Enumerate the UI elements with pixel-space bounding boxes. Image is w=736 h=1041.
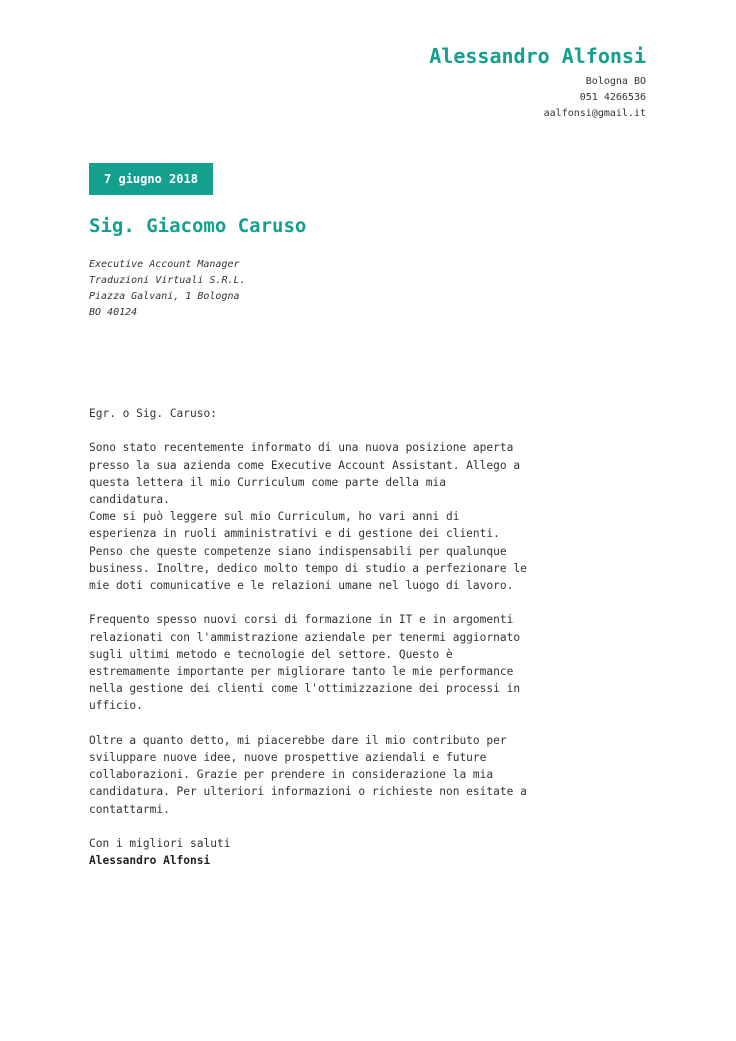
letter-signature: Alessandro Alfonsi (89, 854, 211, 868)
text-line: ufficio. (89, 699, 143, 713)
text-line: candidatura. (89, 493, 170, 506)
text-line: Come si può leggere sul mio Curriculum, ho vari anni di (89, 510, 460, 524)
recipient-postal: BO 40124 (89, 307, 138, 318)
sender-city: Bologna BO (585, 76, 646, 87)
text-line: business. Inoltre, dedico molto tempo di studio a perfezionare le (89, 561, 527, 575)
text-line: sviluppare nuove idee, nuove prospettive aziendali e future (89, 751, 487, 765)
text-line: mie doti comunicative e le relazioni umane nel luogo di lavoro. (89, 579, 514, 593)
sender-block (429, 42, 646, 122)
letter-salutation: Egr. o Sig. Caruso: (89, 407, 217, 420)
text-line: sugli ultimi metodo e tecnologie del settore. Questo è (89, 647, 453, 661)
letter-paragraph-2 (89, 611, 539, 714)
text-line: Sono stato recentemente informato di una nuova posizione aperta (89, 441, 514, 455)
text-line: collaborazioni. Grazie per prendere in considerazione la mia (89, 768, 494, 782)
text-line: esperienza in ruoli amministrativi e di gestione dei clienti. (89, 527, 500, 541)
recipient-name: Sig. Giacomo Caruso (89, 215, 307, 237)
text-line: Frequento spesso nuovi corsi di formazione in IT e in argomenti (89, 613, 514, 627)
text-line: contattarmi. (89, 802, 170, 816)
sender-phone: 051 4266536 (579, 92, 646, 103)
sender-name: Alessandro Alfonsi (429, 44, 646, 68)
text-line: nella gestione dei clienti come l'ottimizzazione dei processi in (89, 682, 521, 696)
letter-closing: Con i migliori saluti (89, 837, 231, 851)
recipient-company: Traduzioni Virtuali S.R.L. (89, 275, 246, 286)
letter-paragraph-3 (89, 732, 539, 818)
recipient-title: Executive Account Manager (89, 259, 240, 270)
letter-paragraph-1 (89, 439, 539, 594)
text-line: Oltre a quanto detto, mi piacerebbe dare il mio contributo per (89, 733, 507, 747)
date-badge: 7 giugno 2018 (89, 163, 213, 195)
text-line: Penso che queste competenze siano indispensabili per qualunque (89, 544, 507, 558)
text-line: presso la sua azienda come Executive Account Assistant. Allego a (89, 458, 521, 472)
text-line: candidatura. Per ulteriori informazioni o richieste non esitate a (89, 785, 527, 799)
recipient-address-block (89, 257, 246, 321)
recipient-address: Piazza Galvani, 1 Bologna (89, 291, 240, 302)
text-line: estremamente importante per migliorare tanto le mie performance (89, 665, 514, 679)
text-line: questa lettera il mio Curriculum come parte della mia (89, 475, 446, 489)
sender-email: aalfonsi@gmail.it (543, 108, 646, 119)
letter-body (89, 405, 539, 869)
text-line: relazionati con l'ammistrazione aziendale per tenermi aggiornato (89, 630, 521, 644)
